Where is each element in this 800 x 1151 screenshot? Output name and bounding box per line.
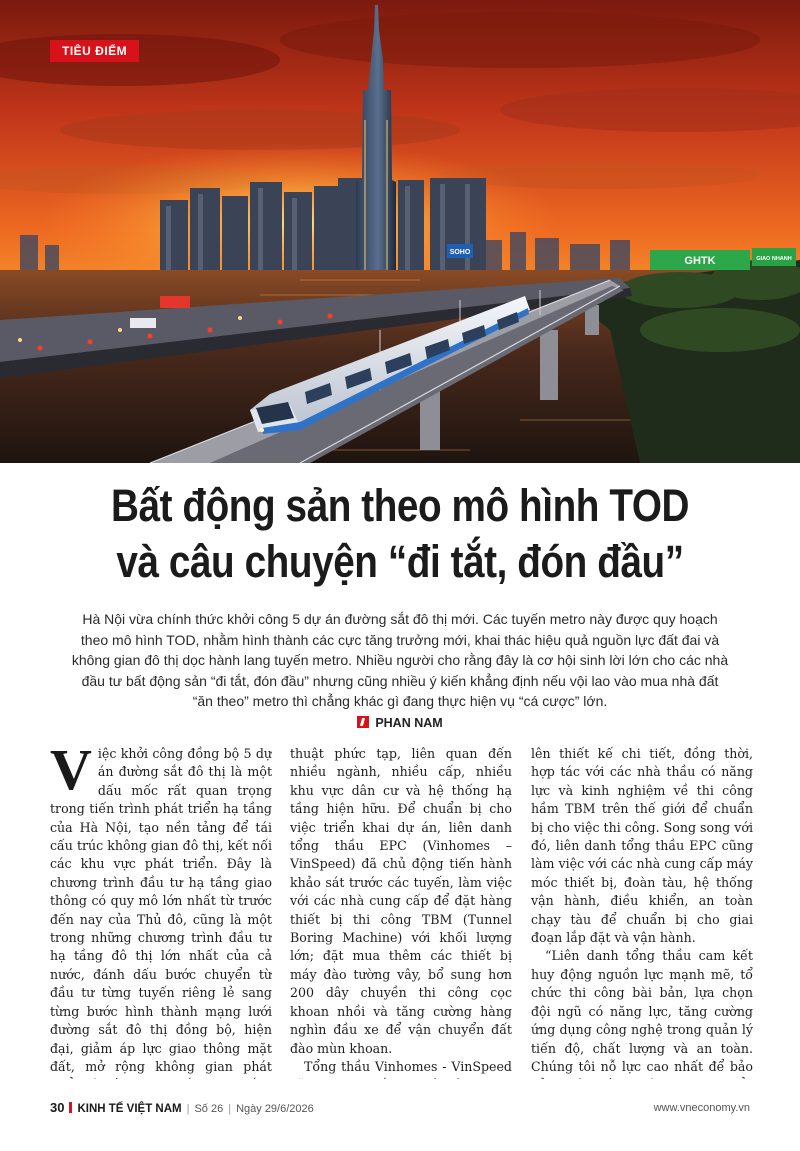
- paragraph: Tổng thầu Vinhomes - VinSpeed: [304, 1058, 512, 1074]
- byline-mark-icon: [357, 716, 369, 728]
- footer-separator: |: [186, 1103, 190, 1115]
- section-tag: TIÊU ĐIỂM: [50, 40, 139, 62]
- website-url: www.vneconomy.vn: [653, 1102, 750, 1114]
- issue-date: Ngày 29/6/2026: [236, 1103, 314, 1115]
- byline: [0, 716, 800, 730]
- headline-line-2: và câu chuyện “đi tắt, đón đầu”: [116, 536, 684, 587]
- paragraph: “Liên danh tổng thầu cam kết huy động nguồn lực mạnh mẽ, tổ chức thi công bài bản, lựa chọn đội ngũ có năng lực, tăng cường ứng dụng công nghệ trong quản lý tiến độ, chất lượng và an toàn. Chúng tôi nỗ lực cao nhất để bảo: [531, 948, 753, 1074]
- billboard-main-text: GHTK: [684, 255, 716, 267]
- billboard-small-text: GIAO NHANH: [756, 256, 792, 262]
- issue-number: Số 26: [194, 1103, 224, 1115]
- page-number: 30: [50, 1100, 65, 1115]
- page-footer: [50, 1100, 750, 1116]
- lead-paragraph: Hà Nội vừa chính thức khởi công 5 dự án đường sắt đô thị mới. Các tuyến metro này được quy hoạch theo mô hình TOD, nhằm hình thành các cực tăng trưởng mới, khai thác hiệu quả nguồn lực đất đai và không gian đô thị dọc hành lang tuyến metro. Nhiều người cho rằng đây là cơ hội sinh lời lớn cho các nhà đầu tư bất động sản “đi tắt, đón đầu” nhưng cũng nhiều ý kiến khẳng định nếu vội lao vào mua nhà đất “ăn theo” metro thì chẳng khác gì đang thực hiện vụ “cá cược” lớn.: [71, 611, 729, 709]
- footer-separator: |: [228, 1103, 232, 1115]
- metro-sunset-illustration: [0, 0, 800, 463]
- drop-cap: V: [50, 745, 92, 802]
- column-1: [50, 745, 272, 1079]
- paragraph: thuật phức tạp, liên quan đến nhiều ngành, nhiều cấp, nhiều khu vực dân cư và hệ thống hạ tầng hiện hữu. Để chuẩn bị cho việc triển khai dự án, liên danh tổng thầu EPC (Vinhomes – VinSpeed) đã chủ động tiến hành khảo sát trước các tuyến, làm việc với các nhà cung cấp để đặt hàng thiết bị thi công TBM (Tunnel Boring Machine) với khối lượng lớn; đặt mua thêm các thiết bị máy đào tường vây, bổ sung hơn 200 dây chuyền thi công cọc khoan nhồi và tăng cường hàng nghìn đầu xe để vận chuyển đất đào mùn khoan.: [290, 746, 512, 1056]
- publication-name: KINH TẾ VIỆT NAM: [77, 1103, 182, 1115]
- paragraph-text: iệc khởi công đồng bộ 5 dự án đường sắt đô thị là một dấu mốc rất quan trọng trong tiến trình phát triển hạ tầng của Hà Nội, tạo nền tảng để tái cấu trúc không gian đô thị, kết nối các khu vực phát triển. Đây là chương trình đầu tư hạ tầng giao thông có quy mô lớn nhất từ trước đến nay của Thủ đô, cũng là một trong những chương trình đầu tư hạ tầng đô thị lớn nhất của cả nước, đánh dấu bước chuyển từ đầu tư từng tuyến riêng lẻ sang từng bước hình thành mạng lưới đường sắt đô thị đồng bộ, hiện đại, giảm áp lực giao thông mặt đất, mở rộng không gian phát: [50, 746, 272, 1074]
- paragraph: [50, 745, 272, 1079]
- hero-photo: [0, 0, 800, 463]
- column-2: [290, 745, 512, 1079]
- paragraph: lên thiết kế chi tiết, đồng thời, hợp tác với các nhà thầu có năng lực và kinh nghiệm về thi công hầm TBM trên thế giới để chuẩn bị cho việc thi công. Song song với đó, liên danh tổng thầu EPC cũng làm việc với các nhà cung cấp máy móc thiết bị, đoàn tàu, hệ thống vận hành, điều khiển, an toàn chạy tàu để chuẩn bị cho giai đoạn lắp đặt và vận hành.: [531, 746, 753, 946]
- article-body: [50, 745, 762, 1079]
- building-sign-text: SOHO: [449, 249, 471, 256]
- footer-bar-icon: [69, 1102, 72, 1113]
- headline: [56, 478, 744, 590]
- author-name: PHAN NAM: [375, 716, 443, 730]
- headline-line-1: Bất động sản theo mô hình TOD: [110, 480, 690, 531]
- column-3: [531, 745, 753, 1079]
